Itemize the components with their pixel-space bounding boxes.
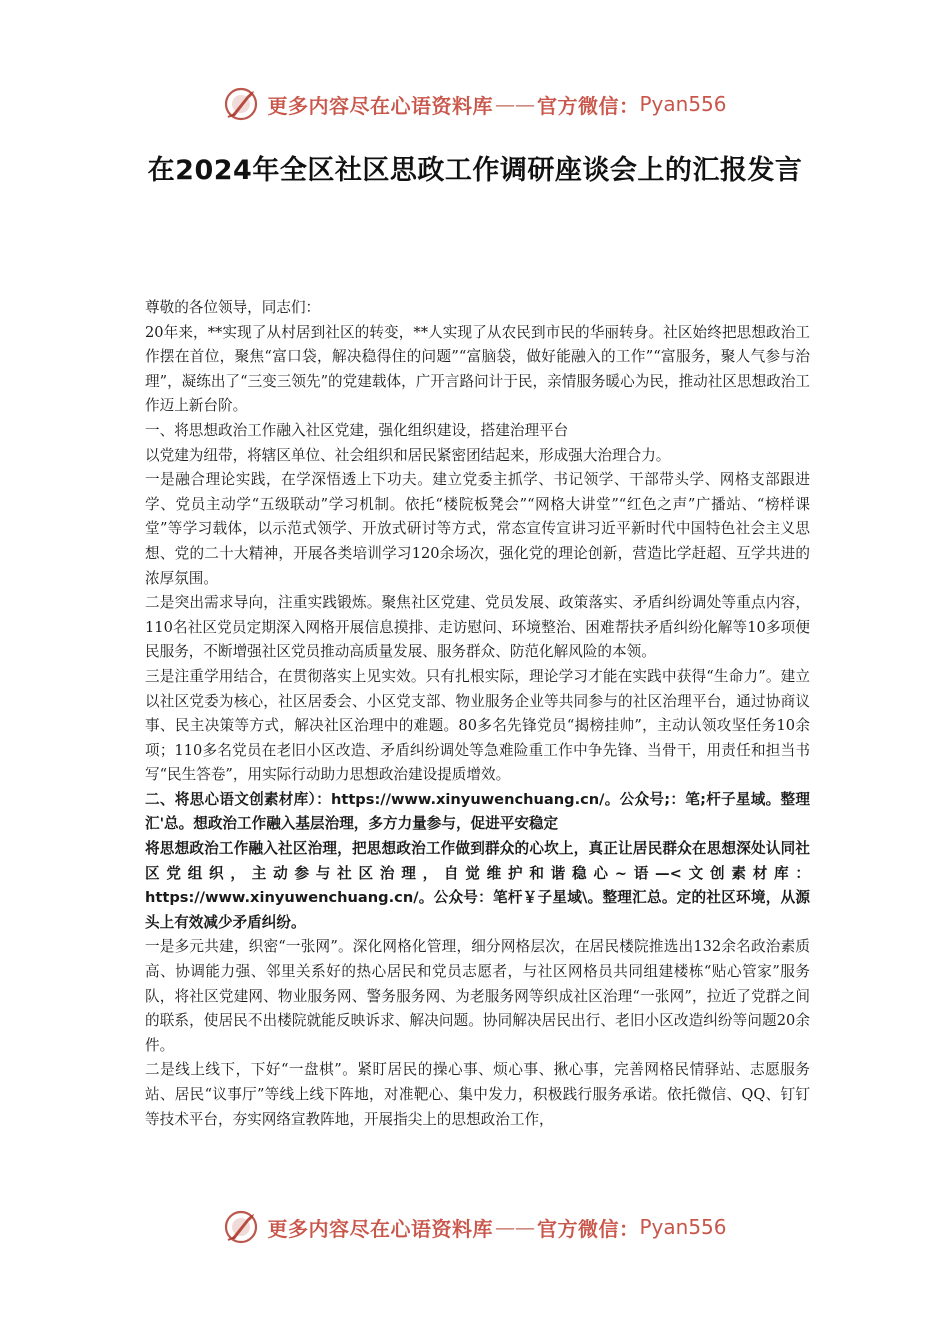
banner-main-text: 更多内容尽在心语资料库: [267, 93, 493, 118]
section-2-point-2: 二是线上线下，下好“一盘棋”。紧盯居民的操心事、烦心事、揪心事，完善网格民情驿站、志愿服务站、居民“议事厅”等线上线下阵地，对准靶心、集中发力，积极践行服务承诺。依托微信、QQ、钉钉等技术平台，夯实网络宣教阵地，开展指尖上的思想政治工作，: [145, 1061, 810, 1128]
banner-wechat-id: Pyan556: [639, 1215, 727, 1239]
section-1-point-1: 一是融合理论实践，在学深悟透上下功夫。建立党委主抓学、书记领学、干部带头学、网格支部跟进学、党员主动学“五级联动”学习机制。依托“楼院板凳会”“网格大讲堂”“红色之声”广播站、“榜样课堂”等学习载体，以示范式领学、开放式研讨等方式，常态宣传宣讲习近平新时代中国特色社会主义思想、党的二十大精神，开展各类培训学习120余场次，强化党的理论创新，营造比学赶超、互学共进的浓厚氛围。: [145, 471, 810, 587]
section-1-point-3: 三是注重学用结合，在贯彻落实上见实效。只有扎根实际，理论学习才能在实践中获得“生命力”。建立以社区党委为核心，社区居委会、小区党支部、物业服务企业等共同参与的社区治理平台，通过协商议事、民主决策等方式，解决社区治理中的难题。80多名先锋党员“揭榜挂帅”，主动认领攻坚任务10余项；110多名党员在老旧小区改造、矛盾纠纷调处等急难险重工作中争先锋、当骨干，用责任和担当书写“民生答卷”，用实际行动助力思想政治建设提质增效。: [145, 667, 810, 784]
banner-wechat-id: Pyan556: [639, 92, 727, 116]
banner-separator: ——: [494, 92, 535, 116]
banner-label: 官方微信：: [536, 1216, 640, 1241]
section-2-point-1: 一是多元共建，织密“一张网”。深化网格化管理，细分网格层次，在居民楼院推选出132余名政治素质高、协调能力强、邻里关系好的热心居民和党员志愿者，与社区网格员共同组建楼栋“贴心管家”服务队，将社区党建网、物业服务网、警务服务网、为老服务网等织成社区治理“一张网”，拉近了党群之间的联系，使居民不出楼院就能反映诉求、解决问题。协同解决居民出行、老旧小区改造纠纷等问题20余件。: [145, 938, 810, 1054]
header-banner: [0, 82, 950, 126]
document-title: 在2024年全区社区思政工作调研座谈会上的汇报发言: [147, 155, 803, 186]
section-2-lead: 将思想政治工作融入社区治理，把思想政治工作做到群众的心坎上，真正让居民群众在思想深处认同社区党组织，主动参与社区治理，自觉维护和谐稳心~语—<文创素材库：https://www.xinyuwenchuang.cn/。公众号：笔杆￥子星域\。整理汇总。定的社区环境，从源头上有效减少矛盾纠纷。: [145, 840, 810, 931]
document-body: [145, 296, 810, 1132]
banner-separator: ——: [494, 1215, 535, 1239]
quill-logo-icon: [223, 1209, 259, 1245]
section-heading-2: 二、将思心语文创素材库）：https://www.xinyuwenchuang.cn/。公众号;：笔;杆子星域。整理汇'总。想政治工作融入基层治理，多方力量参与，促进平安稳定: [145, 790, 810, 833]
banner-label: 官方微信：: [536, 93, 640, 118]
banner-main-text: 更多内容尽在心语资料库: [267, 1216, 493, 1241]
footer-banner: [0, 1205, 950, 1249]
salutation: 尊敬的各位领导，同志们：: [145, 299, 321, 316]
section-1-lead: 以党建为纽带，将辖区单位、社会组织和居民紧密团结起来，形成强大治理合力。: [145, 446, 671, 464]
quill-logo-icon: [223, 86, 259, 122]
section-heading-1: 一、将思想政治工作融入社区党建，强化组织建设，搭建治理平台: [145, 421, 569, 439]
section-1-point-2: 二是突出需求导向，注重实践锻炼。聚焦社区党建、党员发展、政策落实、矛盾纠纷调处等重点内容，110名社区党员定期深入网格开展信息摸排、走访慰问、环境整治、困难帮扶矛盾纠纷化解等10多项便民服务，不断增强社区党员推动高质量发展、服务群众、防范化解风险的本领。: [145, 594, 810, 661]
intro-paragraph: 20年来，**实现了从村居到社区的转变，**人实现了从农民到市民的华丽转身。社区始终把思想政治工作摆在首位，聚焦“富口袋，解决稳得住的问题”“富脑袋，做好能融入的工作”“富服务，聚人气参与治理”，凝练出了“三变三领先”的党建载体，广开言路问计于民，亲情服务暖心为民，推动社区思想政治工作迈上新台阶。: [145, 323, 810, 415]
